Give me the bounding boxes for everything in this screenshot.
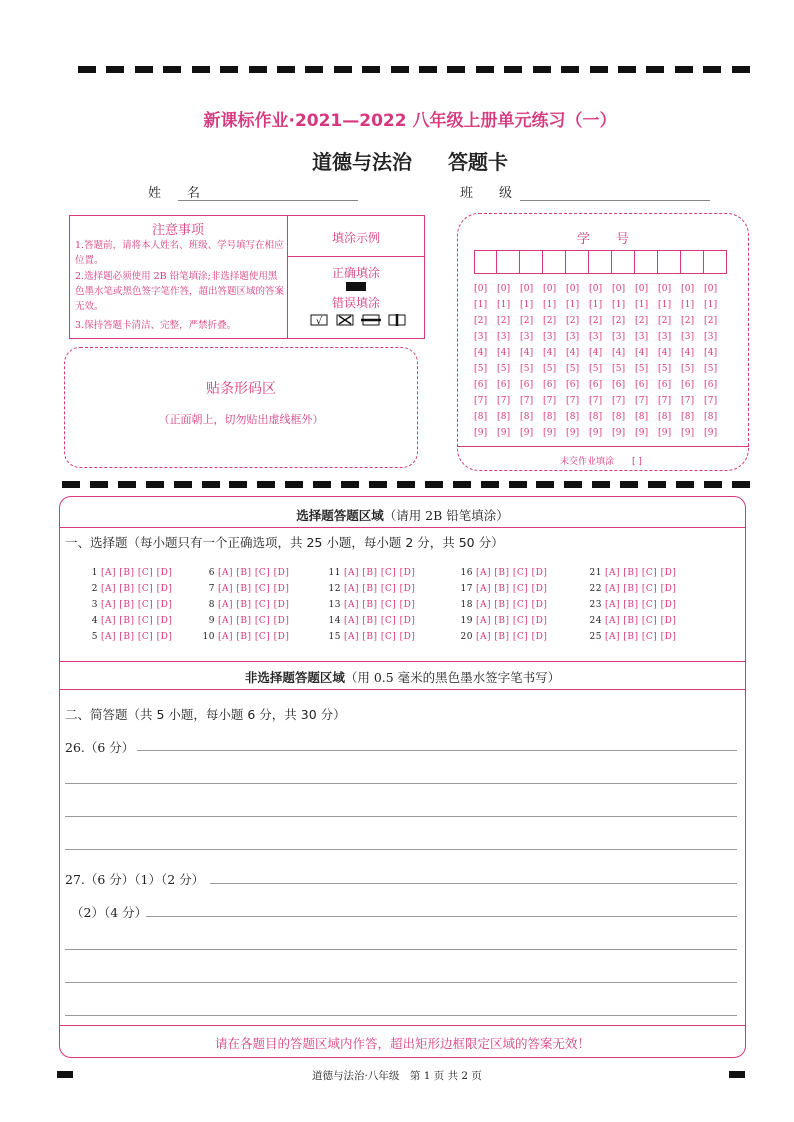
student-id-digit-bubble[interactable]: [9] xyxy=(474,428,488,438)
student-id-digit-row xyxy=(474,428,727,438)
correct-label: 正确填涂 xyxy=(331,266,380,280)
student-id-digit-bubble[interactable]: [4] xyxy=(704,348,718,358)
student-id-digit-bubble[interactable]: [7] xyxy=(474,396,488,406)
choice-options[interactable]: [A] [B] [C] [D] xyxy=(101,616,173,626)
notice-item-2: 2.选择题必须使用 2B 铅笔填涂;非选择题使用黑色墨水笔或黑色签字笔作答，超出答题区域的答案无效。 xyxy=(75,271,285,312)
choice-question-number: 1 xyxy=(91,568,98,578)
student-id-digit-bubble[interactable]: [2] xyxy=(704,316,718,326)
student-id-digit-bubble[interactable]: [0] xyxy=(520,284,534,294)
choice-question-10[interactable] xyxy=(201,632,289,642)
student-id-digit-bubble[interactable]: [7] xyxy=(566,396,580,406)
student-id-digit-bubble[interactable]: [2] xyxy=(474,316,488,326)
student-id-digit-bubble[interactable]: [5] xyxy=(543,364,557,374)
student-id-digit-bubble[interactable]: [9] xyxy=(589,428,603,438)
choice-question-number: 10 xyxy=(202,632,215,642)
card-title: 答题卡 xyxy=(448,150,508,174)
student-id-digit-bubble[interactable]: [2] xyxy=(658,316,672,326)
student-id-digit-bubble[interactable]: [4] xyxy=(658,348,672,358)
student-id-digit-bubble[interactable]: [8] xyxy=(474,412,488,422)
student-id-digit-bubble[interactable]: [9] xyxy=(704,428,718,438)
unsubmitted-label: 未交作业填涂 xyxy=(560,457,615,467)
student-id-digit-bubble[interactable]: [9] xyxy=(543,428,557,438)
student-id-digit-bubble[interactable]: [2] xyxy=(589,316,603,326)
middle-dash-bar xyxy=(62,481,750,488)
choice-options[interactable]: [A] [B] [C] [D] xyxy=(344,600,416,610)
student-id-box[interactable] xyxy=(704,250,727,274)
student-id-box[interactable] xyxy=(566,250,589,274)
student-id-digit-bubble[interactable]: [0] xyxy=(704,284,718,294)
student-id-digit-bubble[interactable]: [3] xyxy=(612,332,626,342)
choice-header-divider xyxy=(59,527,746,528)
choice-question-number: 18 xyxy=(460,600,473,610)
class-field[interactable] xyxy=(520,200,710,201)
svg-text:√: √ xyxy=(315,316,323,327)
student-id-box[interactable] xyxy=(681,250,704,274)
choice-options[interactable]: [A] [B] [C] [D] xyxy=(605,584,677,594)
student-id-digit-bubble[interactable]: [3] xyxy=(704,332,718,342)
notice-item-1: 1.答题前，请将本人姓名、班级、学号填写在相应位置。 xyxy=(75,240,284,266)
choice-question-3[interactable] xyxy=(84,600,172,610)
student-id-digit-bubble[interactable]: [0] xyxy=(612,284,626,294)
q27-2-answer-line-3[interactable] xyxy=(65,982,737,983)
student-id-digit-bubble[interactable]: [8] xyxy=(704,412,718,422)
barcode-title: 贴条形码区 xyxy=(206,381,276,397)
choice-options[interactable]: [A] [B] [C] [D] xyxy=(344,632,416,642)
student-id-digit-bubble[interactable]: [2] xyxy=(497,316,511,326)
student-id-digit-bubble[interactable]: [6] xyxy=(497,380,511,390)
unsubmitted-checkbox[interactable]: [ ] xyxy=(632,457,642,467)
student-id-digit-bubble[interactable]: [1] xyxy=(681,300,695,310)
q26-answer-line-2[interactable] xyxy=(65,783,737,784)
student-id-digit-bubble[interactable]: [7] xyxy=(704,396,718,406)
choice-question-24[interactable] xyxy=(588,616,676,626)
choice-options[interactable]: [A] [B] [C] [D] xyxy=(344,584,416,594)
student-id-digit-bubble[interactable]: [1] xyxy=(635,300,649,310)
series-title: 新课标作业·2021—2022 八年级上册单元练习（一） xyxy=(203,111,617,131)
student-id-digit-bubble[interactable]: [6] xyxy=(543,380,557,390)
student-id-digit-bubble[interactable]: [4] xyxy=(520,348,534,358)
choice-question-7[interactable] xyxy=(201,584,289,594)
student-id-digit-bubble[interactable]: [3] xyxy=(520,332,534,342)
student-id-digit-bubble[interactable]: [8] xyxy=(520,412,534,422)
student-id-digit-bubble[interactable]: [1] xyxy=(520,300,534,310)
student-id-digit-bubble[interactable]: [7] xyxy=(520,396,534,406)
student-id-box[interactable] xyxy=(474,250,497,274)
choice-options[interactable]: [A] [B] [C] [D] xyxy=(218,632,290,642)
student-id-digit-bubble[interactable]: [7] xyxy=(658,396,672,406)
student-id-digit-bubble[interactable]: [4] xyxy=(543,348,557,358)
student-id-digit-bubble[interactable]: [7] xyxy=(589,396,603,406)
warning-divider xyxy=(59,1025,746,1026)
choice-question-19[interactable] xyxy=(459,616,547,626)
student-id-digit-bubble[interactable]: [6] xyxy=(681,380,695,390)
choice-question-number: 4 xyxy=(91,616,98,626)
student-id-digit-bubble[interactable]: [1] xyxy=(543,300,557,310)
student-id-digit-bubble[interactable]: [8] xyxy=(566,412,580,422)
non-choice-area-title: 非选择题答题区域 xyxy=(244,670,345,685)
choice-question-number: 6 xyxy=(208,568,215,578)
q27-1-answer-line[interactable] xyxy=(210,883,737,884)
student-id-digit-bubble[interactable]: [3] xyxy=(497,332,511,342)
choice-options[interactable]: [A] [B] [C] [D] xyxy=(476,632,548,642)
student-id-digit-bubble[interactable]: [5] xyxy=(658,364,672,374)
class-label: 班 级 xyxy=(460,186,513,201)
student-id-digit-bubble[interactable]: [4] xyxy=(612,348,626,358)
student-id-digit-bubble[interactable]: [1] xyxy=(497,300,511,310)
choice-options[interactable]: [A] [B] [C] [D] xyxy=(605,616,677,626)
student-id-digit-bubble[interactable]: [5] xyxy=(520,364,534,374)
section-divider-1 xyxy=(59,661,746,662)
student-id-digit-bubble[interactable]: [1] xyxy=(474,300,488,310)
choice-question-15[interactable] xyxy=(327,632,415,642)
choice-options[interactable]: [A] [B] [C] [D] xyxy=(605,600,677,610)
choice-options[interactable]: [A] [B] [C] [D] xyxy=(218,584,290,594)
choice-question-number: 8 xyxy=(208,600,215,610)
choice-question-17[interactable] xyxy=(459,584,547,594)
student-id-digit-bubble[interactable]: [6] xyxy=(658,380,672,390)
student-id-digit-row xyxy=(474,348,727,358)
student-id-digit-bubble[interactable]: [6] xyxy=(704,380,718,390)
choice-area-title: 选择题答题区域 xyxy=(296,508,384,523)
student-id-box[interactable] xyxy=(543,250,566,274)
student-id-digit-bubble[interactable]: [6] xyxy=(566,380,580,390)
q26-label: 26.（6 分） xyxy=(65,740,135,755)
choice-question-2[interactable] xyxy=(84,584,172,594)
choice-question-6[interactable] xyxy=(201,568,289,578)
student-id-digit-bubble[interactable]: [4] xyxy=(589,348,603,358)
q27-2-answer-line-4[interactable] xyxy=(65,1015,737,1016)
student-id-digit-bubble[interactable]: [2] xyxy=(635,316,649,326)
student-id-digit-bubble[interactable]: [5] xyxy=(497,364,511,374)
student-id-digit-bubble[interactable]: [4] xyxy=(566,348,580,358)
choice-question-number: 11 xyxy=(328,568,341,578)
choice-options[interactable]: [A] [B] [C] [D] xyxy=(476,568,548,578)
non-choice-area-header xyxy=(59,668,746,686)
choice-options[interactable]: [A] [B] [C] [D] xyxy=(476,600,548,610)
choice-question-25[interactable] xyxy=(588,632,676,642)
non-choice-area-note: （用 0.5 毫米的黑色墨水签字笔书写） xyxy=(344,670,561,685)
choice-question-number: 23 xyxy=(589,600,602,610)
student-id-digit-bubble[interactable]: [0] xyxy=(658,284,672,294)
choice-options[interactable]: [A] [B] [C] [D] xyxy=(101,584,173,594)
choice-question-number: 25 xyxy=(589,632,602,642)
student-id-digit-bubble[interactable]: [5] xyxy=(635,364,649,374)
q26-answer-line-3[interactable] xyxy=(65,816,737,817)
student-id-digit-bubble[interactable]: [6] xyxy=(520,380,534,390)
choice-question-number: 5 xyxy=(91,632,98,642)
student-id-box[interactable] xyxy=(497,250,520,274)
choice-question-number: 12 xyxy=(328,584,341,594)
student-id-digit-bubble[interactable]: [0] xyxy=(497,284,511,294)
student-id-digit-bubble[interactable]: [5] xyxy=(589,364,603,374)
choice-question-number: 16 xyxy=(460,568,473,578)
student-id-digit-bubble[interactable]: [0] xyxy=(589,284,603,294)
student-id-digit-bubble[interactable]: [8] xyxy=(681,412,695,422)
student-id-digit-bubble[interactable]: [6] xyxy=(474,380,488,390)
student-id-title: 学 号 xyxy=(576,232,629,247)
student-id-digit-row xyxy=(474,316,727,326)
subject-title: 道德与法治 xyxy=(312,150,412,174)
choice-question-number: 24 xyxy=(589,616,602,626)
student-id-box[interactable] xyxy=(635,250,658,274)
barcode-note: （正面朝上，切勿贴出虚线框外） xyxy=(158,413,324,426)
wrong-marks-icon xyxy=(310,313,406,327)
section-divider-2 xyxy=(59,689,746,690)
student-id-digit-bubble[interactable]: [7] xyxy=(612,396,626,406)
student-id-digit-bubble[interactable]: [5] xyxy=(474,364,488,374)
student-id-digit-bubble[interactable]: [1] xyxy=(704,300,718,310)
student-id-box[interactable] xyxy=(658,250,681,274)
choice-question-12[interactable] xyxy=(327,584,415,594)
choice-question-21[interactable] xyxy=(588,568,676,578)
student-id-digit-bubble[interactable]: [1] xyxy=(612,300,626,310)
q27-2-label: （2）（4 分） xyxy=(71,905,148,920)
choice-question-13[interactable] xyxy=(327,600,415,610)
student-id-digit-bubble[interactable]: [3] xyxy=(474,332,488,342)
unsubmitted-row xyxy=(560,454,642,467)
student-id-digit-bubble[interactable]: [7] xyxy=(543,396,557,406)
choice-options[interactable]: [A] [B] [C] [D] xyxy=(344,616,416,626)
choice-question-5[interactable] xyxy=(84,632,172,642)
choice-question-9[interactable] xyxy=(201,616,289,626)
answer-frame xyxy=(59,496,746,1058)
student-id-digit-bubble[interactable]: [5] xyxy=(704,364,718,374)
student-id-digit-bubble[interactable]: [8] xyxy=(589,412,603,422)
student-id-divider xyxy=(457,446,749,447)
choice-question-number: 17 xyxy=(460,584,473,594)
student-id-digit-bubble[interactable]: [3] xyxy=(566,332,580,342)
student-id-digit-bubble[interactable]: [1] xyxy=(658,300,672,310)
choice-question-number: 14 xyxy=(328,616,341,626)
choice-options[interactable]: [A] [B] [C] [D] xyxy=(218,600,290,610)
student-id-digit-bubble[interactable]: [8] xyxy=(635,412,649,422)
q27-2-answer-line-1[interactable] xyxy=(146,916,737,917)
student-id-digit-bubble[interactable]: [1] xyxy=(566,300,580,310)
student-id-digit-bubble[interactable]: [9] xyxy=(520,428,534,438)
student-id-digit-bubble[interactable]: [8] xyxy=(497,412,511,422)
choice-options[interactable]: [A] [B] [C] [D] xyxy=(101,632,173,642)
choice-question-16[interactable] xyxy=(459,568,547,578)
choice-options[interactable]: [A] [B] [C] [D] xyxy=(605,632,677,642)
student-id-digit-row xyxy=(474,300,727,310)
short-answer-title: 二、简答题（共 5 小题，每小题 6 分，共 30 分） xyxy=(65,707,346,722)
student-id-digit-bubble[interactable]: [4] xyxy=(635,348,649,358)
student-id-digit-row xyxy=(474,412,727,422)
student-id-digit-bubble[interactable]: [6] xyxy=(635,380,649,390)
student-id-digit-bubble[interactable]: [9] xyxy=(497,428,511,438)
student-id-boxes xyxy=(474,250,727,274)
student-id-digit-bubble[interactable]: [2] xyxy=(612,316,626,326)
student-id-digit-bubble[interactable]: [2] xyxy=(566,316,580,326)
choice-options[interactable]: [A] [B] [C] [D] xyxy=(476,616,548,626)
choice-options[interactable]: [A] [B] [C] [D] xyxy=(218,616,290,626)
student-id-digit-bubble[interactable]: [1] xyxy=(589,300,603,310)
student-id-digit-bubble[interactable]: [9] xyxy=(566,428,580,438)
student-id-digit-bubble[interactable]: [8] xyxy=(543,412,557,422)
q27-2-answer-line-2[interactable] xyxy=(65,949,737,950)
choice-question-8[interactable] xyxy=(201,600,289,610)
choice-question-number: 9 xyxy=(208,616,215,626)
student-id-digit-bubble[interactable]: [8] xyxy=(612,412,626,422)
choice-question-number: 20 xyxy=(460,632,473,642)
choice-question-18[interactable] xyxy=(459,600,547,610)
student-id-digit-bubble[interactable]: [3] xyxy=(681,332,695,342)
student-id-digit-bubble[interactable]: [7] xyxy=(681,396,695,406)
student-id-digit-row xyxy=(474,396,727,406)
choice-question-number: 22 xyxy=(589,584,602,594)
choice-options[interactable]: [A] [B] [C] [D] xyxy=(344,568,416,578)
choice-question-4[interactable] xyxy=(84,616,172,626)
example-title: 填涂示例 xyxy=(331,231,380,245)
choice-question-number: 13 xyxy=(328,600,341,610)
choice-area-note: （请用 2B 铅笔填涂） xyxy=(383,508,509,523)
student-id-digit-bubble[interactable]: [3] xyxy=(543,332,557,342)
example-divider xyxy=(287,256,425,257)
choice-question-22[interactable] xyxy=(588,584,676,594)
wrong-label: 错误填涂 xyxy=(331,296,380,310)
student-id-box[interactable] xyxy=(612,250,635,274)
student-id-digit-bubble[interactable]: [2] xyxy=(543,316,557,326)
q27-label: 27.（6 分）（1）（2 分） xyxy=(65,872,205,887)
choice-question-number: 15 xyxy=(328,632,341,642)
student-id-digit-bubble[interactable]: [5] xyxy=(681,364,695,374)
student-id-digit-bubble[interactable]: [5] xyxy=(612,364,626,374)
choice-question-number: 21 xyxy=(589,568,602,578)
notice-item-3: 3.保持答题卡清洁、完整，严禁折叠。 xyxy=(75,320,237,331)
choice-question-number: 19 xyxy=(460,616,473,626)
choice-question-number: 7 xyxy=(208,584,215,594)
choice-question-number: 3 xyxy=(91,600,98,610)
student-id-digit-bubble[interactable]: [2] xyxy=(520,316,534,326)
student-id-digit-bubble[interactable]: [0] xyxy=(474,284,488,294)
student-id-digit-row xyxy=(474,380,727,390)
student-id-digit-bubble[interactable]: [0] xyxy=(543,284,557,294)
choice-options[interactable]: [A] [B] [C] [D] xyxy=(101,568,173,578)
name-label: 姓 名 xyxy=(148,186,201,201)
student-id-digit-bubble[interactable]: [9] xyxy=(658,428,672,438)
student-id-digit-bubble[interactable]: [9] xyxy=(612,428,626,438)
student-id-digit-bubble[interactable]: [9] xyxy=(635,428,649,438)
warning-text: 请在各题目的答题区域内作答，超出矩形边框限定区域的答案无效！ xyxy=(214,1036,590,1051)
choice-question-11[interactable] xyxy=(327,568,415,578)
choice-question-1[interactable] xyxy=(84,568,172,578)
student-id-digit-bubble[interactable]: [9] xyxy=(681,428,695,438)
student-id-digit-bubble[interactable]: [8] xyxy=(658,412,672,422)
footer-page-info: 道德与法治·八年级 第 1 页 共 2 页 xyxy=(312,1070,482,1082)
student-id-box[interactable] xyxy=(589,250,612,274)
student-id-digit-bubble[interactable]: [0] xyxy=(635,284,649,294)
choice-options[interactable]: [A] [B] [C] [D] xyxy=(101,600,173,610)
student-id-digit-bubble[interactable]: [4] xyxy=(497,348,511,358)
student-id-digit-bubble[interactable]: [0] xyxy=(681,284,695,294)
student-id-box[interactable] xyxy=(520,250,543,274)
name-field[interactable] xyxy=(178,200,358,201)
student-id-digit-bubble[interactable]: [3] xyxy=(635,332,649,342)
choice-area-header xyxy=(59,506,746,524)
choice-question-23[interactable] xyxy=(588,600,676,610)
correct-mark xyxy=(346,282,366,291)
student-id-digit-bubble[interactable]: [7] xyxy=(635,396,649,406)
choice-options[interactable]: [A] [B] [C] [D] xyxy=(605,568,677,578)
student-id-digit-bubble[interactable]: [3] xyxy=(589,332,603,342)
student-id-digit-bubble[interactable]: [6] xyxy=(612,380,626,390)
student-id-digit-bubble[interactable]: [7] xyxy=(497,396,511,406)
student-id-digit-bubble[interactable]: [0] xyxy=(566,284,580,294)
student-id-digit-bubble[interactable]: [3] xyxy=(658,332,672,342)
student-id-digit-bubble[interactable]: [4] xyxy=(474,348,488,358)
top-dash-bar xyxy=(78,66,750,73)
choice-question-20[interactable] xyxy=(459,632,547,642)
barcode-area xyxy=(64,347,418,468)
choice-question-14[interactable] xyxy=(327,616,415,626)
notice-title: 注意事项 xyxy=(151,223,204,238)
choice-question-number: 2 xyxy=(91,584,98,594)
q26-answer-line-1[interactable] xyxy=(137,750,737,751)
page-title xyxy=(0,146,794,175)
student-id-digit-bubble[interactable]: [5] xyxy=(566,364,580,374)
student-id-digit-bubble[interactable]: [2] xyxy=(681,316,695,326)
choice-options[interactable]: [A] [B] [C] [D] xyxy=(218,568,290,578)
q26-answer-line-4[interactable] xyxy=(65,849,737,850)
student-id-digit-row xyxy=(474,284,727,294)
student-id-digit-bubble[interactable]: [4] xyxy=(681,348,695,358)
choice-options[interactable]: [A] [B] [C] [D] xyxy=(476,584,548,594)
student-id-digit-bubble[interactable]: [6] xyxy=(589,380,603,390)
student-id-digit-row xyxy=(474,364,727,374)
student-id-digit-row xyxy=(474,332,727,342)
choice-question-title: 一、选择题（每小题只有一个正确选项，共 25 小题，每小题 2 分，共 50 分） xyxy=(65,535,504,550)
